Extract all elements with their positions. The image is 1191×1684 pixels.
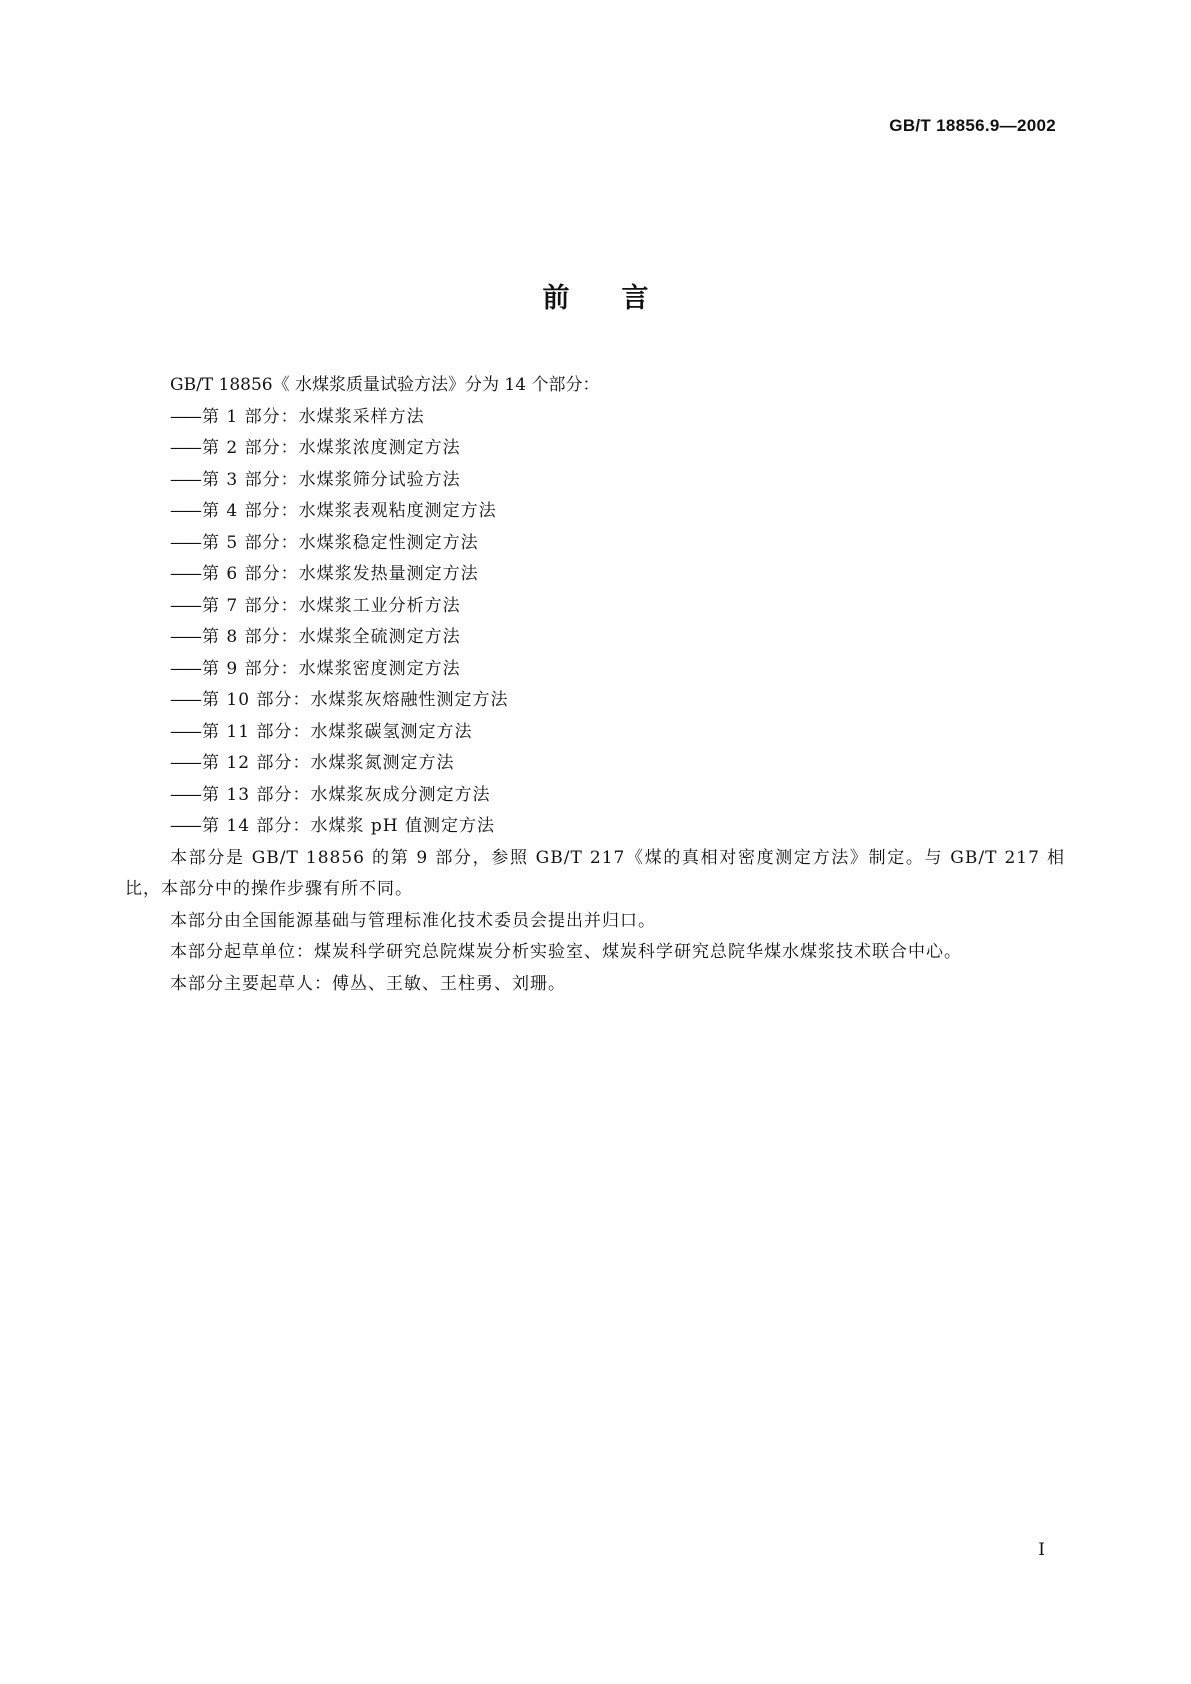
list-item	[125, 559, 1065, 591]
list-item	[125, 528, 1065, 560]
list-dash: ——	[170, 690, 200, 710]
list-dash: ——	[170, 438, 200, 458]
list-item-text: 第 2 部分：水煤浆浓度测定方法	[202, 438, 461, 458]
list-item	[125, 496, 1065, 528]
list-dash: ——	[170, 564, 200, 584]
list-dash: ——	[170, 501, 200, 521]
list-dash: ——	[170, 595, 200, 616]
list-item	[125, 465, 1065, 497]
list-item-text: 第 10 部分：水煤浆灰熔融性测定方法	[202, 690, 509, 710]
list-item-text: 第 6 部分：水煤浆发热量测定方法	[202, 564, 479, 584]
parts-intro: GB/T 18856《 水煤浆质量试验方法》分为 14 个部分：	[170, 375, 600, 395]
list-item	[125, 402, 1065, 434]
list-item	[125, 433, 1065, 465]
list-dash: ——	[170, 784, 200, 805]
list-item	[125, 717, 1065, 749]
list-item	[125, 748, 1065, 780]
page-number: I	[1038, 1540, 1045, 1560]
list-item	[125, 780, 1065, 812]
reference-paragraph: 本部分是 GB/T 18856 的第 9 部分，参照 GB/T 217《煤的真相对密度测定方法》制定。与 GB/T 217 相比，本部分中的操作步骤有所不同。	[125, 847, 1065, 899]
page-title: 前言	[542, 283, 701, 314]
list-item-text: 第 3 部分：水煤浆筛分试验方法	[202, 469, 461, 490]
list-item-text: 第 7 部分：水煤浆工业分析方法	[202, 595, 461, 616]
list-item-text: 第 8 部分：水煤浆全硫测定方法	[202, 627, 461, 647]
list-dash: ——	[170, 627, 200, 647]
list-dash: ——	[170, 816, 200, 836]
list-dash: ——	[170, 721, 200, 742]
list-item-text: 第 5 部分：水煤浆稳定性测定方法	[202, 532, 479, 553]
list-item-text: 第 11 部分：水煤浆碳氢测定方法	[202, 721, 473, 742]
list-dash: ——	[170, 658, 200, 679]
list-item	[125, 811, 1065, 843]
drafters-paragraph: 本部分主要起草人：傅丛、王敏、王柱勇、刘珊。	[170, 973, 566, 994]
drafting-units-paragraph: 本部分起草单位：煤炭科学研究总院煤炭分析实验室、煤炭科学研究总院华煤水煤浆技术联合中心。	[170, 942, 962, 962]
list-item-text: 第 9 部分：水煤浆密度测定方法	[202, 658, 461, 679]
list-dash: ——	[170, 469, 200, 490]
list-item-text: 第 1 部分：水煤浆采样方法	[202, 406, 425, 427]
list-item	[125, 622, 1065, 654]
list-item-text: 第 4 部分：水煤浆表观粘度测定方法	[202, 501, 497, 521]
standard-code: GB/T 18856.9—2002	[889, 116, 1056, 135]
parts-list	[125, 402, 1065, 843]
list-item-text: 第 13 部分：水煤浆灰成分测定方法	[202, 784, 491, 805]
list-item-text: 第 12 部分：水煤浆氮测定方法	[202, 753, 455, 773]
proposer-paragraph: 本部分由全国能源基础与管理标准化技术委员会提出并归口。	[170, 910, 656, 931]
list-item	[125, 591, 1065, 623]
list-item	[125, 654, 1065, 686]
document-body	[125, 370, 1065, 1000]
list-dash: ——	[170, 406, 200, 427]
list-item	[125, 685, 1065, 717]
list-dash: ——	[170, 532, 200, 553]
list-item-text: 第 14 部分：水煤浆 pH 值测定方法	[202, 816, 495, 836]
list-dash: ——	[170, 753, 200, 773]
